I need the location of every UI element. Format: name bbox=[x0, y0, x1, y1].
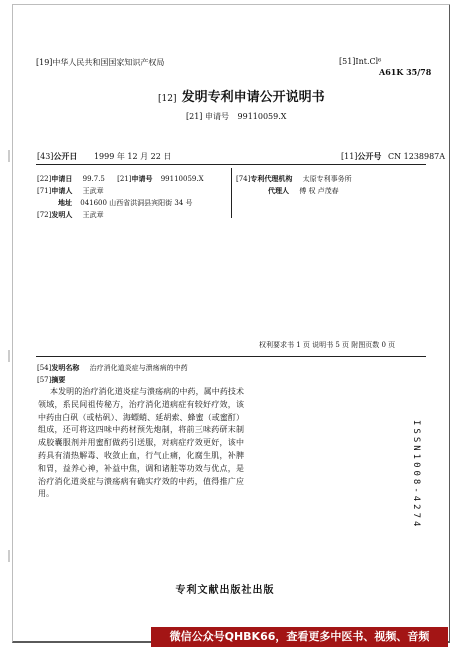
invention-value: 治疗消化道炎症与溃疡病的中药 bbox=[89, 364, 188, 372]
inventor-label: 发明人 bbox=[51, 210, 73, 219]
agency-value: 太原专利事务所 bbox=[302, 175, 352, 183]
invention-code: [54] bbox=[37, 364, 52, 372]
intcl-code: [51] bbox=[339, 57, 356, 66]
filing-number-code: [21] bbox=[117, 175, 132, 183]
issn-vertical: ISSN1008-4274 bbox=[411, 420, 421, 530]
address-line bbox=[58, 198, 193, 208]
agency-label: 专利代理机构 bbox=[250, 174, 293, 183]
address-label: 地址 bbox=[58, 198, 72, 207]
app-number-value: 99110059.X bbox=[237, 112, 287, 121]
issuer-name: 中华人民共和国国家知识产权局 bbox=[52, 58, 165, 67]
filing-value: 99.7.5 bbox=[82, 175, 105, 183]
filing-line bbox=[37, 174, 204, 184]
pub-number-code: [11] bbox=[341, 152, 358, 161]
filing-number-label: 申请号 bbox=[131, 174, 153, 183]
issuer-code: [19] bbox=[36, 58, 53, 67]
agent-value: 傅 权 卢茂春 bbox=[299, 187, 339, 195]
binding-marks bbox=[5, 150, 13, 574]
divider-bottom bbox=[36, 356, 426, 357]
abstract-body bbox=[38, 386, 244, 501]
abstract-code: [57] bbox=[37, 376, 52, 384]
page-counts: 权利要求书 1 页 说明书 5 页 附图页数 0 页 bbox=[259, 341, 396, 349]
abstract-heading bbox=[37, 375, 65, 385]
agency-code: [74] bbox=[236, 175, 251, 183]
intcl-line bbox=[339, 57, 381, 66]
publication-date-line bbox=[37, 151, 171, 162]
address-value: 041600 山西省洪洞县宾阳街 34 号 bbox=[80, 199, 193, 207]
document-title bbox=[158, 86, 325, 105]
pub-number-value: CN 1238987A bbox=[387, 152, 446, 161]
issuer-line bbox=[36, 57, 164, 68]
pub-number-label: 公开号 bbox=[357, 151, 382, 161]
pub-date-value: 1999 年 12 月 22 日 bbox=[93, 152, 172, 161]
title-code: [12] bbox=[158, 94, 177, 104]
abstract-label: 摘要 bbox=[51, 375, 66, 384]
abstract-text: 本发明的治疗消化道炎症与溃疡病的中药，属中药技术领域，系民间祖传秘方，治疗消化道病症有较好疗效，该中药由白矾（或枯矾）、海螵蛸、延胡索、蜂蜜（或蜜酊）组成，还可将这四味中药材预先炮制，将前三味药研末制成胶囊服剂并用蜜酊做药引送服，对病症疗效更好，该中药具有清热解毒、收敛止血，行气止痛，化腐生肌，补脾和胃，益养心神，补益中焦，调和诸脏等功效与优点，是治疗消化道炎症与溃疡病有确实疗效的中药，值得推广应用。 bbox=[38, 387, 244, 499]
app-number-label: 申请号 bbox=[204, 112, 229, 121]
inventor-value: 王武章 bbox=[82, 211, 104, 219]
invention-label: 发明名称 bbox=[51, 363, 80, 372]
filing-label: 申请日 bbox=[51, 174, 73, 183]
wechat-banner: 微信公众号QHBK66，查看更多中医书、视频、音频 bbox=[151, 627, 448, 647]
invention-line bbox=[37, 363, 188, 373]
intcl-value: A61K 35/78 bbox=[379, 67, 432, 77]
pub-date-label: 公开日 bbox=[53, 151, 78, 161]
agent-label: 代理人 bbox=[268, 186, 289, 195]
filing-code: [22] bbox=[37, 175, 52, 183]
app-number-line bbox=[186, 111, 286, 122]
intcl-label: Int.Cl⁶ bbox=[355, 57, 382, 66]
inventor-code: [72] bbox=[37, 211, 52, 219]
column-divider bbox=[231, 168, 232, 218]
pub-date-code: [43] bbox=[37, 152, 54, 161]
inventor-line bbox=[37, 210, 104, 220]
publication-number-line bbox=[341, 151, 445, 162]
filing-number-value: 99110059.X bbox=[160, 175, 204, 183]
publisher-footer: 专利文献出版社出版 bbox=[175, 585, 275, 596]
agent-line bbox=[268, 186, 339, 196]
app-number-code: [21] bbox=[186, 112, 203, 121]
agency-line bbox=[236, 174, 352, 184]
title-text: 发明专利申请公开说明书 bbox=[181, 90, 325, 105]
applicant-line bbox=[37, 186, 104, 196]
applicant-code: [71] bbox=[37, 187, 52, 195]
applicant-value: 王武章 bbox=[82, 187, 104, 195]
divider-top bbox=[36, 164, 426, 165]
applicant-label: 申请人 bbox=[51, 186, 73, 195]
